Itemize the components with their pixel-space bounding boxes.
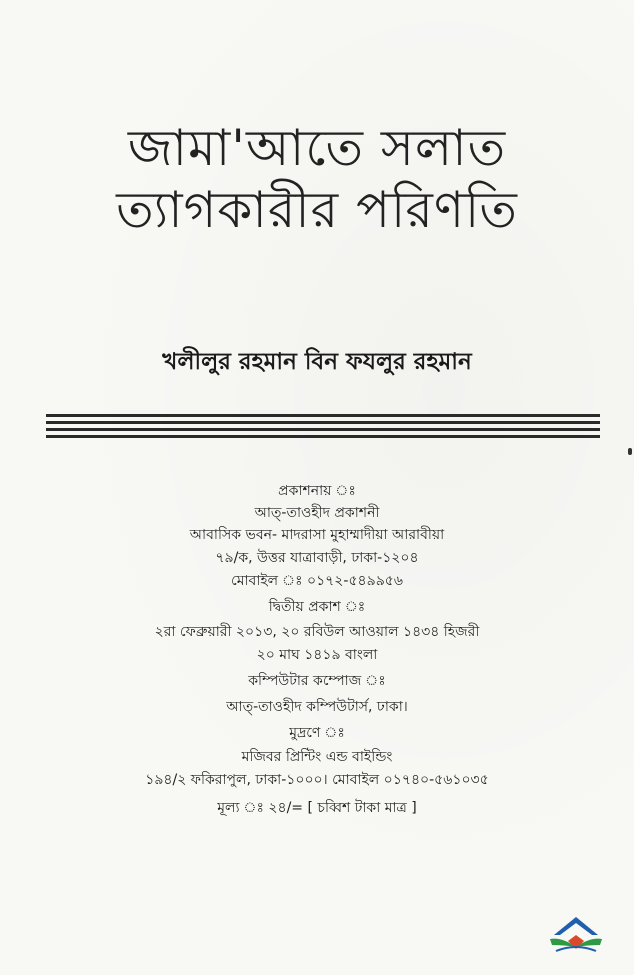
- price-label: মূল্য ঃ ২৪/= [ চব্বিশ টাকা মাত্র ]: [217, 800, 417, 816]
- edition-heading: দ্বিতীয় প্রকাশ ঃ: [268, 599, 366, 615]
- printer-name: মজিবর প্রিন্টিং এন্ড বাইন্ডিং: [241, 749, 393, 765]
- publisher-heading: প্রকাশনায় ঃ: [278, 483, 356, 499]
- publisher-name: আত্-তাওহীদ প্রকাশনী: [254, 505, 380, 521]
- title-line-1: জামা'আতে সলাত: [127, 119, 507, 177]
- rule-line: [46, 435, 600, 438]
- compose-name: আত্-তাওহীদ কম্পিউটার্স, ঢাকা।: [226, 699, 408, 715]
- decorative-rules: [46, 414, 600, 444]
- rule-line: [46, 414, 600, 417]
- title-line-2: ত্যাগকারীর পরিণতি: [116, 181, 518, 239]
- publisher-address: ৭৯/ক, উত্তর যাত্রাবাড়ী, ঢাকা-১২০৪: [215, 550, 419, 566]
- margin-mark: [628, 448, 632, 455]
- rule-line: [46, 428, 600, 431]
- author-name: খলীলুর রহমান বিন ফযলুর রহমান: [162, 349, 472, 375]
- printer-address: ১৯৪/২ ফকিরাপুল, ঢাকা-১০০০। মোবাইল ০১৭৪০-৫৬১০৩৫: [145, 772, 489, 788]
- compose-heading: কম্পিউটার কম্পোজ ঃ: [248, 673, 386, 689]
- publisher-logo-icon: [546, 913, 606, 957]
- publisher-building: আবাসিক ভবন- মাদরাসা মুহাম্মাদীয়া আরাবীয়া: [189, 527, 445, 543]
- edition-date-hijri: ২রা ফেব্রুয়ারী ২০১৩, ২০ রবিউল আওয়াল ১৪৩৪ হিজরী: [154, 624, 480, 640]
- rule-line: [46, 421, 600, 424]
- print-heading: মুদ্রণে ঃ: [289, 725, 345, 741]
- edition-date-bangla: ২০ মাঘ ১৪১৯ বাংলা: [256, 647, 378, 663]
- publisher-mobile: মোবাইল ঃ ০১৭২-৫৪৯৯৫৬: [231, 573, 403, 589]
